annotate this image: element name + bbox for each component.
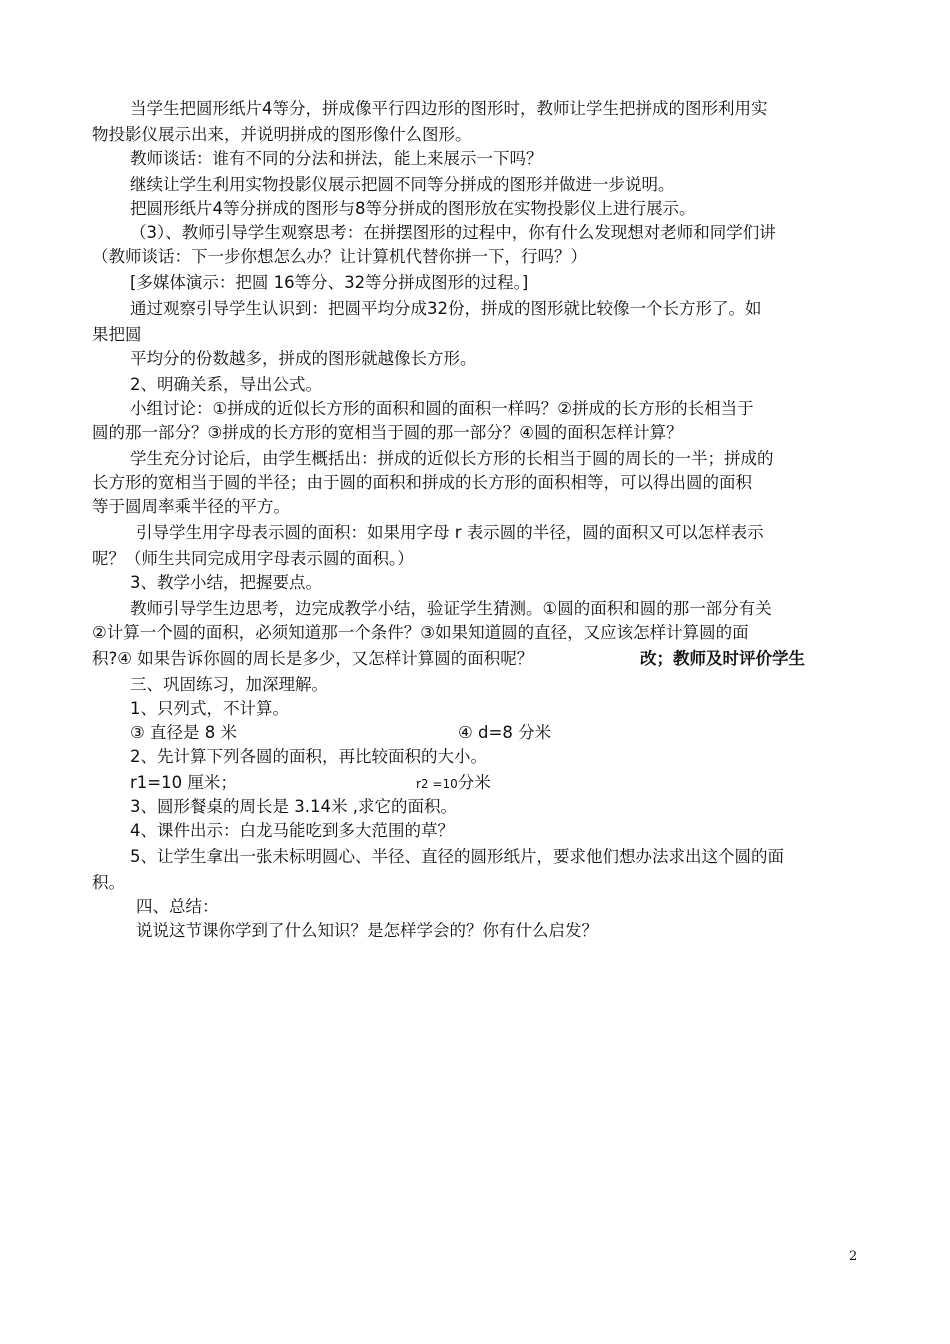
- text-line: 2、先计算下列各圆的面积，再比较面积的大小。: [130, 747, 487, 766]
- text-line: （教师谈话：下一步你想怎么办？让计算机代替你拼一下，行吗？）: [92, 247, 587, 266]
- text-line: 通过观察引导学生认识到：把圆平均分成32份，拼成的图形就比较像一个长方形了。如: [130, 299, 762, 318]
- text-line: 学生充分讨论后，由学生概括出：拼成的近似长方形的长相当于圆的周长的一半；拼成的: [130, 449, 774, 468]
- text-line: 1、只列式，不计算。: [130, 699, 289, 718]
- section-heading: 3、教学小结，把握要点。: [130, 573, 322, 592]
- bold-note: 改；教师及时评价学生: [640, 649, 805, 668]
- page-number: 2: [849, 1249, 858, 1264]
- exercise-item: [416, 771, 491, 796]
- exercise-item: ④ d=8 分米: [458, 723, 552, 742]
- text-line: 把圆形纸片4等分拼成的图形与8等分拼成的图形放在实物投影仪上进行展示。: [130, 199, 696, 218]
- text-line: 5、让学生拿出一张未标明圆心、半径、直径的圆形纸片，要求他们想办法求出这个圆的面: [130, 847, 784, 866]
- r2-value: r2 =10: [416, 777, 458, 791]
- text-line: 教师谈话：谁有不同的分法和拼法，能上来展示一下吗？: [130, 149, 543, 168]
- text-line: 3、圆形餐桌的周长是 3.14米 ,求它的面积。: [130, 797, 457, 816]
- section-heading: 2、明确关系，导出公式。: [130, 375, 322, 394]
- r2-unit: 分米: [457, 773, 491, 792]
- exercise-item: r1=10 厘米；: [130, 773, 237, 792]
- text-line: 等于圆周率乘半径的平方。: [92, 497, 290, 516]
- text-line: [多媒体演示：把圆 16等分、32等分拼成图形的过程。]: [130, 273, 529, 292]
- text-line: 物投影仪展示出来，并说明拼成的图形像什么图形。: [92, 125, 472, 144]
- text-line: 小组讨论：①拼成的近似长方形的面积和圆的面积一样吗？②拼成的长方形的长相当于: [130, 399, 754, 418]
- text-line: 圆的那一部分？③拼成的长方形的宽相当于圆的那一部分？④圆的面积怎样计算？: [92, 423, 683, 442]
- text-line: 积?④ 如果告诉你圆的周长是多少，又怎样计算圆的面积呢？: [92, 649, 534, 668]
- text-line: ②计算一个圆的面积，必须知道那一个条件？③如果知道圆的直径，又应该怎样计算圆的面: [92, 623, 749, 642]
- text-line: 积。: [92, 873, 125, 892]
- text-line: 教师引导学生边思考，边完成教学小结，验证学生猜测。①圆的面积和圆的那一部分有关: [130, 599, 772, 618]
- exercise-item: ③ 直径是 8 米: [130, 723, 238, 742]
- text-line: 平均分的份数越多，拼成的图形就越像长方形。: [130, 349, 477, 368]
- text-line: 说说这节课你学到了什么知识？是怎样学会的？你有什么启发？: [136, 921, 598, 940]
- text-line: 继续让学生利用实物投影仪展示把圆不同等分拼成的图形并做进一步说明。: [130, 175, 675, 194]
- text-line: 长方形的宽相当于圆的半径；由于圆的面积和拼成的长方形的面积相等，可以得出圆的面积: [92, 473, 752, 492]
- text-line: 果把圆: [92, 325, 142, 344]
- text-line: 引导学生用字母表示圆的面积：如果用字母 r 表示圆的半径，圆的面积又可以怎样表示: [136, 523, 764, 542]
- text-line: 呢？（师生共同完成用字母表示圆的面积。）: [92, 549, 414, 568]
- text-line: （3）、教师引导学生观察思考：在拼摆图形的过程中，你有什么发现想对老师和同学们讲: [130, 223, 776, 242]
- text-line: 4、课件出示：白龙马能吃到多大范围的草？: [130, 821, 454, 840]
- section-heading: 四、总结：: [136, 897, 219, 916]
- section-heading: 三、巩固练习，加深理解。: [130, 675, 328, 694]
- text-line: 当学生把圆形纸片4等分，拼成像平行四边形的图形时，教师让学生把拼成的图形利用实: [130, 99, 768, 118]
